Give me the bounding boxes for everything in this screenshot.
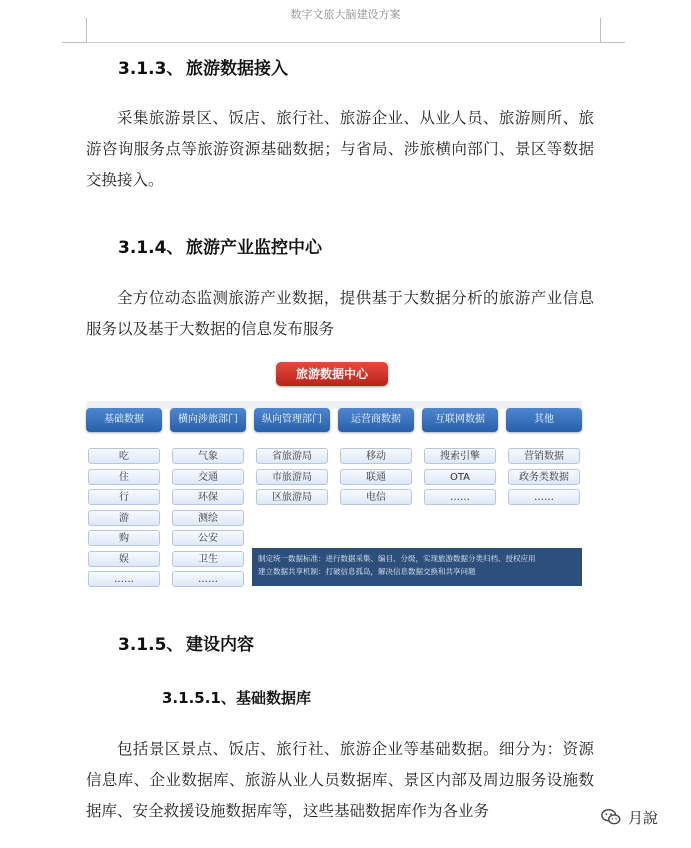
category-item: 交通 (172, 469, 244, 485)
category-item: 市旅游局 (256, 469, 328, 485)
section-heading-3-1-4 (118, 233, 322, 258)
category-item: 卫生 (172, 551, 244, 567)
category-item: 移动 (340, 448, 412, 464)
category-6: 其他 (506, 408, 582, 432)
category-item: 政务类数据 (508, 469, 580, 485)
diagram-note (252, 548, 582, 586)
category-item: 气象 (172, 448, 244, 464)
category-3: 纵向管理部门 (254, 408, 330, 432)
paragraph-data-access: 采集旅游景区、饭店、旅行社、旅游企业、从业人员、旅游厕所、旅游咨询服务点等旅游资源基础数据；与省局、涉旅横向部门、景区等数据交换接入。 (86, 109, 594, 189)
category-item: …… (508, 489, 580, 505)
category-item: 娱 (88, 551, 160, 567)
category-item: 购 (88, 530, 160, 546)
section-title: 旅游数据接入 (186, 59, 288, 79)
tourism-data-center-diagram (86, 360, 582, 588)
paragraph-industry-monitoring: 全方位动态监测旅游产业数据，提供基于大数据分析的旅游产业信息服务以及基于大数据的信息发布服务 (86, 289, 594, 338)
category-1: 基础数据 (86, 408, 162, 432)
section-heading-3-1-5 (118, 630, 254, 655)
category-item: 省旅游局 (256, 448, 328, 464)
section-number: 3.1.3、 (118, 59, 184, 79)
subsection-title: 基础数据库 (236, 689, 312, 707)
paragraph-basic-database: 包括景区景点、饭店、旅行社、旅游企业等基础数据。细分为：资源信息库、企业数据库、旅游从业人员数据库、景区内部及周边服务设施数据库、安全救援设施数据库等，这些基础数据库作为各业务 (86, 740, 594, 820)
wechat-icon (600, 806, 622, 828)
note-line-standards: 制定统一数据标准：进行数据采集、编目、分级，实现旅游数据分类归档、授权应用 (258, 554, 536, 563)
category-item: 联通 (340, 469, 412, 485)
category-item: 住 (88, 469, 160, 485)
category-item: 区旅游局 (256, 489, 328, 505)
crop-mark-right (600, 18, 625, 43)
section-number: 3.1.5、 (118, 635, 184, 655)
category-2: 横向涉旅部门 (170, 408, 246, 432)
category-item: 吃 (88, 448, 160, 464)
watermark-text: 月說 (628, 808, 659, 827)
crop-mark-left (62, 18, 87, 43)
category-item: 营销数据 (508, 448, 580, 464)
category-item: 电信 (340, 489, 412, 505)
category-item: …… (88, 571, 160, 587)
section-title: 旅游产业监控中心 (186, 238, 322, 258)
section-title: 建设内容 (186, 635, 254, 655)
category-item: 游 (88, 510, 160, 526)
watermark (600, 806, 658, 828)
note-line-sharing: 建立数据共享机制：打破信息孤岛，解决信息数据交换和共享问题 (258, 567, 476, 576)
category-5: 互联网数据 (422, 408, 498, 432)
category-item: 公安 (172, 530, 244, 546)
category-item: 搜索引擎 (424, 448, 496, 464)
category-item: 行 (88, 489, 160, 505)
section-heading-3-1-3 (118, 54, 288, 79)
subsection-number: 3.1.5.1、 (162, 689, 236, 707)
category-item: …… (424, 489, 496, 505)
category-item: …… (172, 571, 244, 587)
category-item: OTA (424, 469, 496, 485)
header-rule (86, 42, 600, 43)
subsection-heading-3-1-5-1 (162, 687, 311, 708)
category-item: 测绘 (172, 510, 244, 526)
data-center-box: 旅游数据中心 (276, 362, 388, 386)
category-item: 环保 (172, 489, 244, 505)
section-number: 3.1.4、 (118, 238, 184, 258)
category-4: 运营商数据 (338, 408, 414, 432)
document-header-title: 数字文旅大脑建设方案 (290, 8, 401, 21)
